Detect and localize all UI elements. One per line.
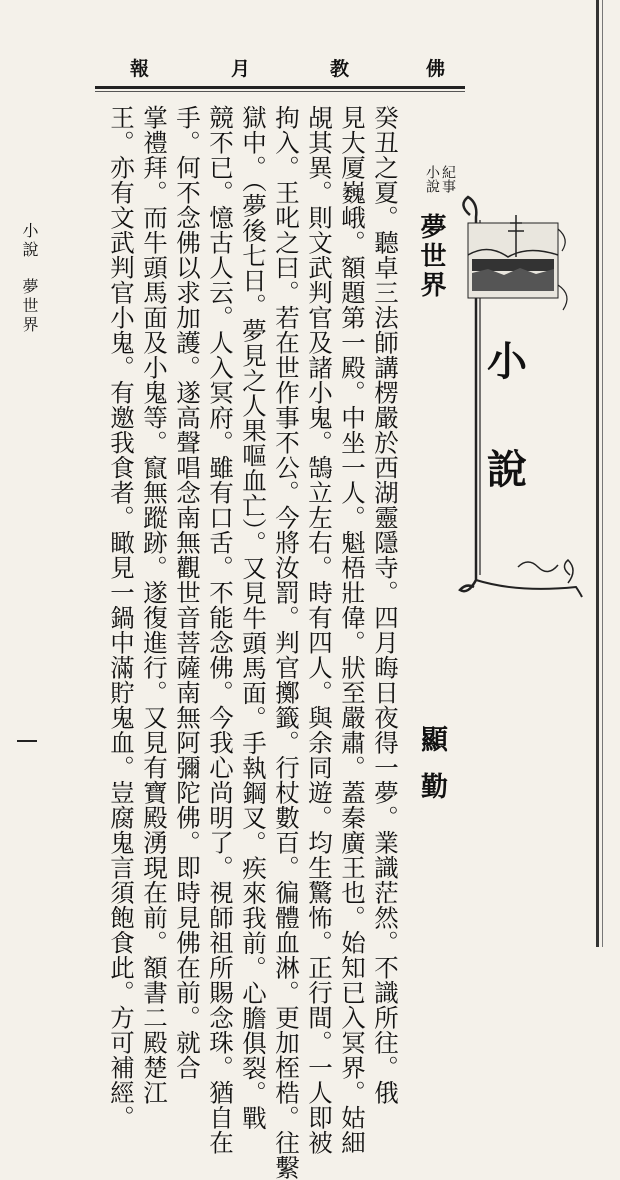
category-line-2: 小說 — [424, 165, 440, 193]
binding-line-thin — [602, 0, 603, 947]
binding-line — [596, 0, 599, 947]
side-note-title: 夢世界 — [20, 278, 39, 335]
header-char-1: 佛 — [426, 58, 446, 80]
text-column-4: 拘入。王叱之曰。若在世作事不公。今將汝罰。判官擲籤。行杖數百。徧體血淋。更加桎梏。往繫 — [272, 105, 301, 1180]
category-line-1: 紀事 — [440, 165, 456, 193]
story-title: 夢世界 — [416, 213, 446, 300]
running-header — [128, 58, 458, 82]
text-column-8: 掌禮拜。而牛頭馬面及小鬼等。竄無蹤跡。遂復進行。又見有寶殿湧現在前。額書二殿楚江 — [140, 105, 169, 1105]
header-char-4: 報 — [130, 58, 150, 80]
text-column-3: 覘其異。則文武判官及諸小鬼。鵠立左右。時有四人。與余同遊。均生驚怖。正行間。一人即被 — [305, 105, 334, 1155]
page-number-mark — [17, 740, 37, 742]
side-note-section: 小說 — [20, 222, 39, 260]
header-rule — [95, 86, 465, 89]
header-rule-thin — [95, 91, 465, 92]
text-column-2: 見大厦巍峨。額題第一殿。中坐一人。魁梧壯偉。狀至嚴肅。蓋秦廣王也。始知已入冥界。姑細 — [338, 105, 367, 1155]
header-char-2: 教 — [330, 58, 350, 80]
text-column-5: 獄中。（夢後七日。夢見之人果嘔血亡）。又見牛頭馬面。手執鋼叉。疾來我前。心膽俱裂。戰 — [239, 105, 268, 1131]
text-column-9: 王。亦有文武判官小鬼。有邀我食者。瞰見一鍋中滿貯鬼血。豈腐鬼言須飽食此。方可補經。 — [107, 105, 136, 1130]
text-column-6: 競不已。憶古人云。人入冥府。雖有口舌。不能念佛。今我心尚明了。視師祖所賜念珠。猶自在 — [206, 105, 235, 1155]
banner-char-story: 說 — [487, 446, 527, 493]
text-column-1: 癸丑之夏。聽卓三法師講楞嚴於西湖靈隱寺。四月晦日夜得一夢。業識茫然。不識所往。俄 — [371, 105, 400, 1105]
header-char-3: 月 — [231, 58, 251, 80]
text-column-7: 手。何不念佛以求加護。遂高聲唱念南無觀世音菩薩南無阿彌陀佛。即時見佛在前。就合 — [173, 105, 202, 1080]
author-name: 顯勤 — [416, 725, 447, 819]
banner-char-small: 小 — [487, 338, 527, 385]
banner-ornament — [458, 195, 583, 600]
